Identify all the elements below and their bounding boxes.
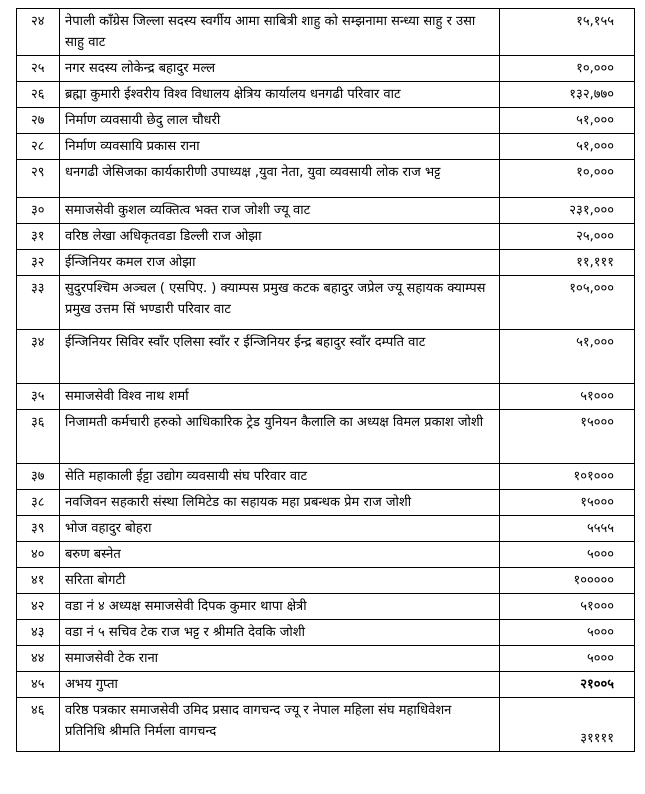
table-row — [17, 160, 635, 198]
donor-description: ब्रह्मा कुमारी ईश्वरीय विश्व विधालय क्षेत्रिय कार्यालय धनगढी परिवार वाट — [60, 82, 500, 108]
serial-number: ४३ — [17, 620, 60, 646]
serial-number: ४१ — [17, 568, 60, 594]
donor-description: वरिष्ठ लेखा अधिकृतवडा डिल्ली राज ओझा — [60, 224, 500, 250]
donation-amount: ५००० — [500, 542, 635, 568]
donation-amount: १०५,००० — [500, 276, 635, 330]
donation-amount: ५१,००० — [500, 134, 635, 160]
donor-description: वडा नं ५ सचिव टेक राज भट्ट र श्रीमति देवकि जोशी — [60, 620, 500, 646]
donation-table — [16, 8, 635, 752]
table-row — [17, 56, 635, 82]
serial-number: ४२ — [17, 594, 60, 620]
table-row — [17, 384, 635, 410]
donation-amount: ११,१११ — [500, 250, 635, 276]
serial-number: ३३ — [17, 276, 60, 330]
donor-description: सुदुरपश्चिम अञ्चल ( एसपिए. ) क्याम्पस प्रमुख कटक बहादुर जप्रेल ज्यू सहायक क्याम्पस प्रमुख उत्तम सिं भण्डारी परिवार वाट — [60, 276, 500, 330]
donor-description: निर्माण व्यवसायि प्रकास राना — [60, 134, 500, 160]
serial-number: २६ — [17, 82, 60, 108]
donation-amount: ५१,००० — [500, 330, 635, 384]
table-row — [17, 410, 635, 464]
donor-description: वरिष्ठ पत्रकार समाजसेवी उमिद प्रसाद वागचन्द ज्यू र नेपाल महिला संघ महाधिवेशन प्रतिनिधि श्रीमति निर्मला वागचन्द — [60, 698, 500, 752]
donation-amount: १०१००० — [500, 464, 635, 490]
table-row — [17, 108, 635, 134]
serial-number: ४४ — [17, 646, 60, 672]
donation-amount: २१००५ — [500, 672, 635, 698]
donor-description: नेपाली काँग्रेस जिल्ला सदस्य स्वर्गीय आमा साबित्री शाहु को सम्झनामा सन्ध्या साहु र उसा साहु वाट — [60, 9, 500, 56]
table-row — [17, 672, 635, 698]
donation-amount: ५००० — [500, 620, 635, 646]
serial-number: ३५ — [17, 384, 60, 410]
donor-description: बरुण बस्नेत — [60, 542, 500, 568]
table-row — [17, 224, 635, 250]
table-row — [17, 620, 635, 646]
donation-amount: ३११११ — [500, 698, 635, 752]
donor-description: वडा नं ४ अध्यक्ष समाजसेवी दिपक कुमार थापा क्षेत्री — [60, 594, 500, 620]
donor-description: सेति महाकाली ईट्टा उद्योग व्यवसायी संघ परिवार वाट — [60, 464, 500, 490]
donation-amount: १०,००० — [500, 56, 635, 82]
serial-number: २८ — [17, 134, 60, 160]
serial-number: ३९ — [17, 516, 60, 542]
donation-amount: १५००० — [500, 490, 635, 516]
table-row — [17, 250, 635, 276]
donation-list-document — [16, 8, 635, 752]
serial-number: २७ — [17, 108, 60, 134]
donation-amount: १००००० — [500, 568, 635, 594]
table-row — [17, 490, 635, 516]
table-row — [17, 464, 635, 490]
table-row — [17, 330, 635, 384]
donor-description: समाजसेवी कुशल व्यक्तित्व भक्त राज जोशी ज्यू वाट — [60, 198, 500, 224]
serial-number: ३८ — [17, 490, 60, 516]
donation-amount: १५००० — [500, 410, 635, 464]
serial-number: ३६ — [17, 410, 60, 464]
serial-number: ४६ — [17, 698, 60, 752]
donor-description: सरिता बोगटी — [60, 568, 500, 594]
donor-description: अभय गुप्ता — [60, 672, 500, 698]
donor-description: समाजसेवी विश्व नाथ शर्मा — [60, 384, 500, 410]
table-row — [17, 276, 635, 330]
serial-number: ३७ — [17, 464, 60, 490]
donation-amount: २३१,००० — [500, 198, 635, 224]
donation-amount: १०,००० — [500, 160, 635, 198]
serial-number: ३१ — [17, 224, 60, 250]
serial-number: ४० — [17, 542, 60, 568]
table-row — [17, 542, 635, 568]
donation-amount: ५५५५ — [500, 516, 635, 542]
donation-amount: ५१००० — [500, 384, 635, 410]
donation-amount: ५००० — [500, 646, 635, 672]
donor-description: भोज वहादुर बोहरा — [60, 516, 500, 542]
donor-description: निर्माण व्यवसायी छेदु लाल चौधरी — [60, 108, 500, 134]
donation-amount: ५१,००० — [500, 108, 635, 134]
table-row — [17, 568, 635, 594]
donation-amount: ५१००० — [500, 594, 635, 620]
serial-number: ३२ — [17, 250, 60, 276]
table-row — [17, 82, 635, 108]
donor-description: नगर सदस्य लोकेन्द्र बहादुर मल्ल — [60, 56, 500, 82]
table-row — [17, 198, 635, 224]
serial-number: २९ — [17, 160, 60, 198]
table-row — [17, 9, 635, 56]
serial-number: ३४ — [17, 330, 60, 384]
donation-amount: १३२,७७० — [500, 82, 635, 108]
table-row — [17, 516, 635, 542]
donor-description: समाजसेवी टेक राना — [60, 646, 500, 672]
donation-amount: १५,१५५ — [500, 9, 635, 56]
table-row — [17, 646, 635, 672]
serial-number: २४ — [17, 9, 60, 56]
donor-description: नवजिवन सहकारी संस्था लिमिटेड का सहायक महा प्रबन्धक प्रेम राज जोशी — [60, 490, 500, 516]
serial-number: ४५ — [17, 672, 60, 698]
donor-description: धनगढी जेसिजका कार्यकारीणी उपाध्यक्ष ,युवा नेता, युवा व्यवसायी लोक राज भट्ट — [60, 160, 500, 198]
table-row — [17, 698, 635, 752]
table-row — [17, 134, 635, 160]
donor-description: ईन्जिनियर कमल राज ओझा — [60, 250, 500, 276]
serial-number: २५ — [17, 56, 60, 82]
donor-description: ईन्जिनियर सिविर स्वाँर एलिसा स्वाँर र ईन्जिनियर ईन्द्र बहादुर स्वाँर दम्पति वाट — [60, 330, 500, 384]
serial-number: ३० — [17, 198, 60, 224]
donor-description: निजामती कर्मचारी हरुको आधिकारिक ट्रेड युनियन कैलालि का अध्यक्ष विमल प्रकाश जोशी — [60, 410, 500, 464]
donation-amount: २५,००० — [500, 224, 635, 250]
table-row — [17, 594, 635, 620]
